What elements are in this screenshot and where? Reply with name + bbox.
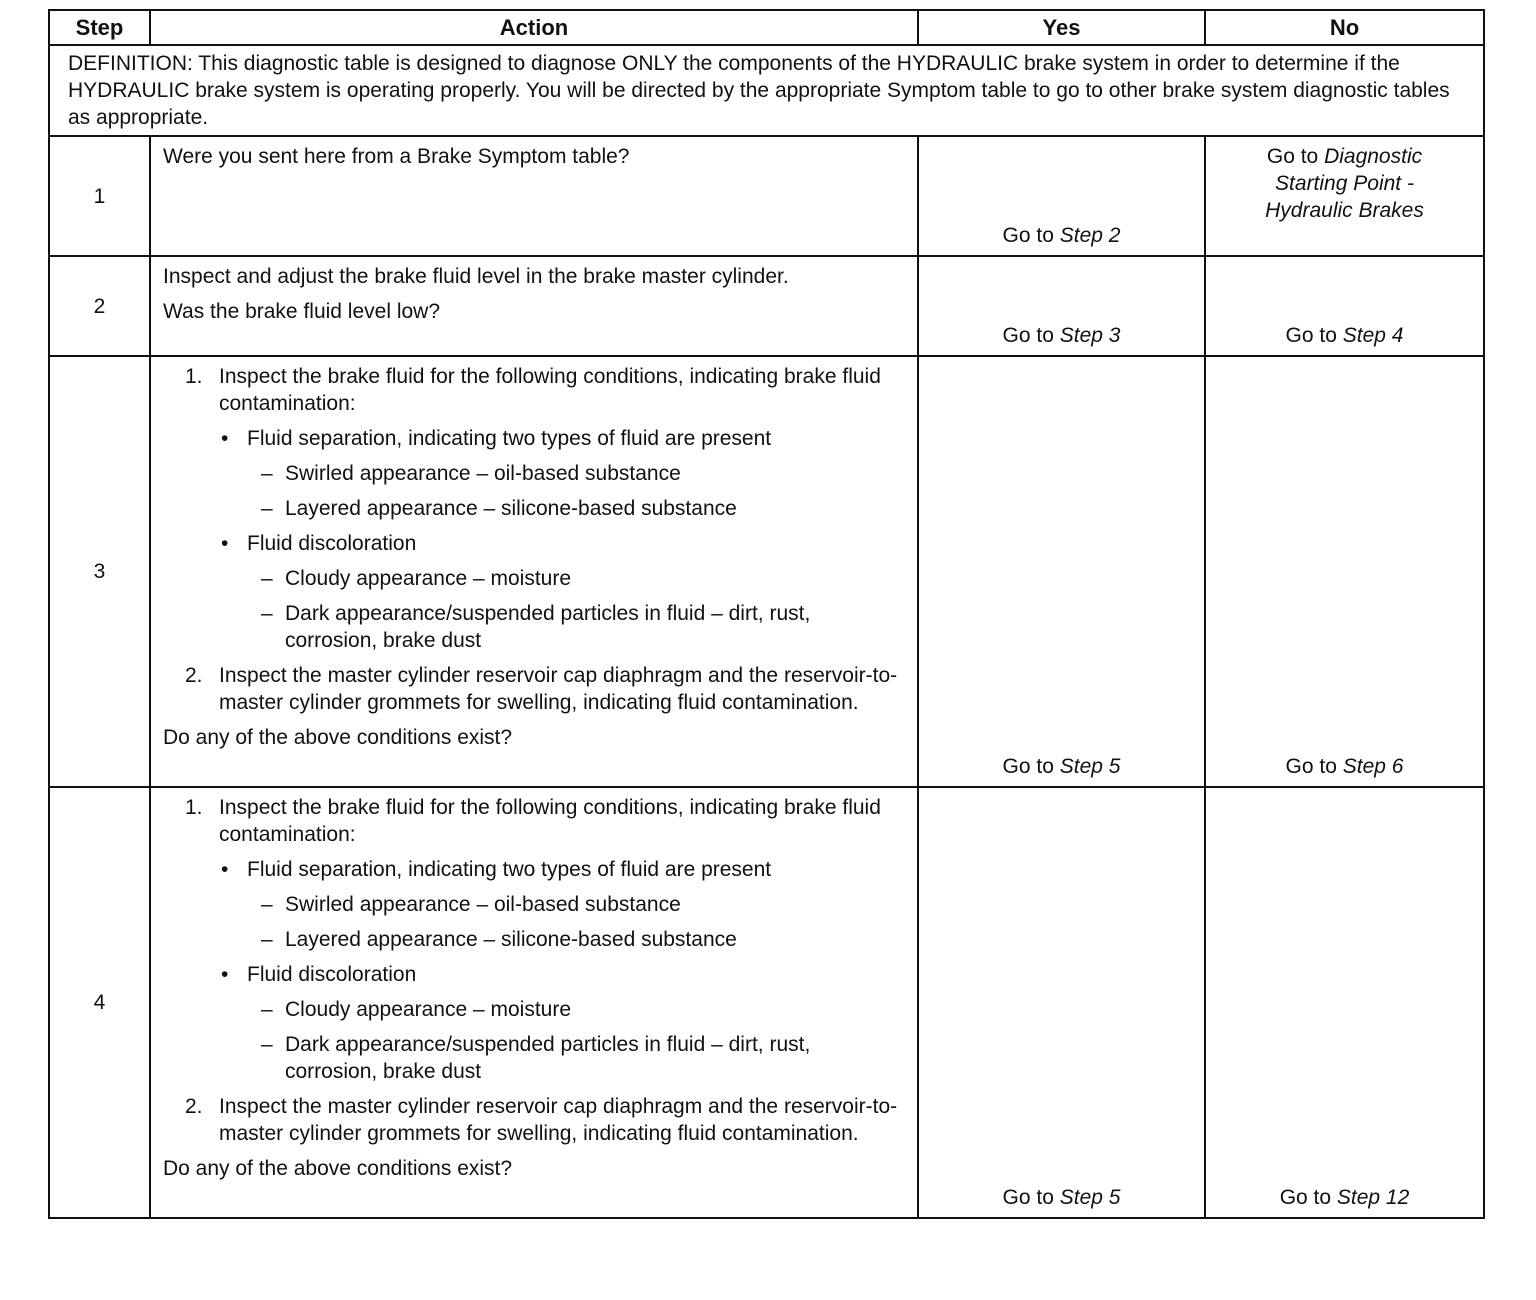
diagnostic-table xyxy=(48,9,1485,1219)
question-text: Was the brake fluid level low? xyxy=(163,300,441,323)
dash-icon: – xyxy=(261,602,273,625)
yes-prefix: Go to xyxy=(1002,224,1060,247)
no-cell xyxy=(1205,256,1484,356)
item-text: Inspect the brake fluid for the following conditions, indicating brake fluid contamination: xyxy=(219,365,881,415)
no-prefix: Go to xyxy=(1285,324,1343,347)
action-cell xyxy=(150,356,918,787)
question-text: Were you sent here from a Brake Symptom table? xyxy=(163,145,630,168)
sub-text: Layered appearance – silicone-based substance xyxy=(285,497,737,520)
dash-icon: – xyxy=(261,998,273,1021)
header-no: No xyxy=(1205,10,1484,45)
step-number: 3 xyxy=(49,356,150,787)
sub-item xyxy=(261,565,903,592)
yes-prefix: Go to xyxy=(1002,755,1060,778)
sub-text: Dark appearance/suspended particles in fluid – dirt, rust, corrosion, brake dust xyxy=(285,602,811,652)
table-row xyxy=(49,356,1484,787)
step-number: 4 xyxy=(49,787,150,1218)
sub-item xyxy=(261,996,903,1023)
numbered-item xyxy=(185,794,903,848)
yes-target-link[interactable]: Step 3 xyxy=(1059,324,1121,347)
dash-icon: – xyxy=(261,567,273,590)
yes-target-link[interactable]: Step 2 xyxy=(1059,224,1121,247)
numbered-item xyxy=(185,363,903,417)
item-text: Inspect the brake fluid for the following conditions, indicating brake fluid contamination: xyxy=(219,796,881,846)
yes-target-link[interactable]: Step 5 xyxy=(1059,1186,1121,1209)
no-prefix: Go to xyxy=(1279,1186,1337,1209)
question-text: Do any of the above conditions exist? xyxy=(163,1157,513,1180)
bullet-icon: • xyxy=(221,427,229,450)
dash-icon: – xyxy=(261,497,273,520)
no-cell xyxy=(1205,356,1484,787)
sub-text: Swirled appearance – oil-based substance xyxy=(285,893,681,916)
dash-icon: – xyxy=(261,1033,273,1056)
item-text: Inspect the master cylinder reservoir cap diaphragm and the reservoir-to-master cylinder grommets for swelling, indicating fluid contamination. xyxy=(219,1095,898,1145)
bullet-item xyxy=(221,856,903,883)
sub-text: Cloudy appearance – moisture xyxy=(285,567,572,590)
question-text: Do any of the above conditions exist? xyxy=(163,726,513,749)
bullet-text: Fluid separation, indicating two types of fluid are present xyxy=(247,858,772,881)
table-row xyxy=(49,787,1484,1218)
item-text: Inspect the master cylinder reservoir cap diaphragm and the reservoir-to-master cylinder grommets for swelling, indicating fluid contamination. xyxy=(219,664,898,714)
no-prefix: Go to xyxy=(1285,755,1343,778)
header-yes: Yes xyxy=(918,10,1205,45)
action-cell xyxy=(150,256,918,356)
header-action: Action xyxy=(150,10,918,45)
yes-cell xyxy=(918,256,1205,356)
yes-cell xyxy=(918,136,1205,256)
numbered-item xyxy=(185,662,903,716)
yes-cell xyxy=(918,356,1205,787)
sub-text: Dark appearance/suspended particles in fluid – dirt, rust, corrosion, brake dust xyxy=(285,1033,811,1083)
yes-prefix: Go to xyxy=(1002,324,1060,347)
yes-prefix: Go to xyxy=(1002,1186,1060,1209)
bullet-text: Fluid discoloration xyxy=(247,532,417,555)
yes-cell xyxy=(918,787,1205,1218)
bullet-text: Fluid separation, indicating two types of fluid are present xyxy=(247,427,772,450)
sub-text: Swirled appearance – oil-based substance xyxy=(285,462,681,485)
sub-item xyxy=(261,1031,903,1085)
no-prefix: Go to xyxy=(1266,145,1325,168)
sub-item xyxy=(261,600,903,654)
item-number: 1. xyxy=(185,365,203,388)
bullet-item xyxy=(221,425,903,452)
table-row xyxy=(49,136,1484,256)
dash-icon: – xyxy=(261,928,273,951)
yes-target-link[interactable]: Step 5 xyxy=(1059,755,1121,778)
bullet-icon: • xyxy=(221,963,229,986)
sub-item xyxy=(261,460,903,487)
bullet-item xyxy=(221,530,903,557)
item-number: 2. xyxy=(185,664,203,687)
step-number: 2 xyxy=(49,256,150,356)
bullet-icon: • xyxy=(221,532,229,555)
sub-item xyxy=(261,891,903,918)
bullet-item xyxy=(221,961,903,988)
dash-icon: – xyxy=(261,462,273,485)
header-step: Step xyxy=(49,10,150,45)
no-cell xyxy=(1205,136,1484,256)
instruction-text: Inspect and adjust the brake fluid level in the brake master cylinder. xyxy=(163,265,789,288)
numbered-item xyxy=(185,1093,903,1147)
item-number: 2. xyxy=(185,1095,203,1118)
sub-item xyxy=(261,926,903,953)
sub-item xyxy=(261,495,903,522)
definition-text: DEFINITION: This diagnostic table is designed to diagnose ONLY the components of the HYDRAULIC brake system in order to determine if the HYDRAULIC brake system is operating properly. You will be directed by the appropriate Symptom table to go to other brake system diagnostic tables as appropriate. xyxy=(49,45,1484,136)
bullet-icon: • xyxy=(221,858,229,881)
no-cell xyxy=(1205,787,1484,1218)
no-target-link[interactable]: Step 6 xyxy=(1342,755,1404,778)
definition-row xyxy=(49,45,1484,136)
header-row xyxy=(49,10,1484,45)
no-target-link[interactable]: Diagnostic Starting Point - Hydraulic Brakes xyxy=(1265,145,1424,222)
action-cell xyxy=(150,136,918,256)
sub-text: Layered appearance – silicone-based substance xyxy=(285,928,737,951)
item-number: 1. xyxy=(185,796,203,819)
no-target-link[interactable]: Step 4 xyxy=(1342,324,1404,347)
table-row xyxy=(49,256,1484,356)
sub-text: Cloudy appearance – moisture xyxy=(285,998,572,1021)
dash-icon: – xyxy=(261,893,273,916)
bullet-text: Fluid discoloration xyxy=(247,963,417,986)
no-target-link[interactable]: Step 12 xyxy=(1336,1186,1410,1209)
action-cell xyxy=(150,787,918,1218)
step-number: 1 xyxy=(49,136,150,256)
